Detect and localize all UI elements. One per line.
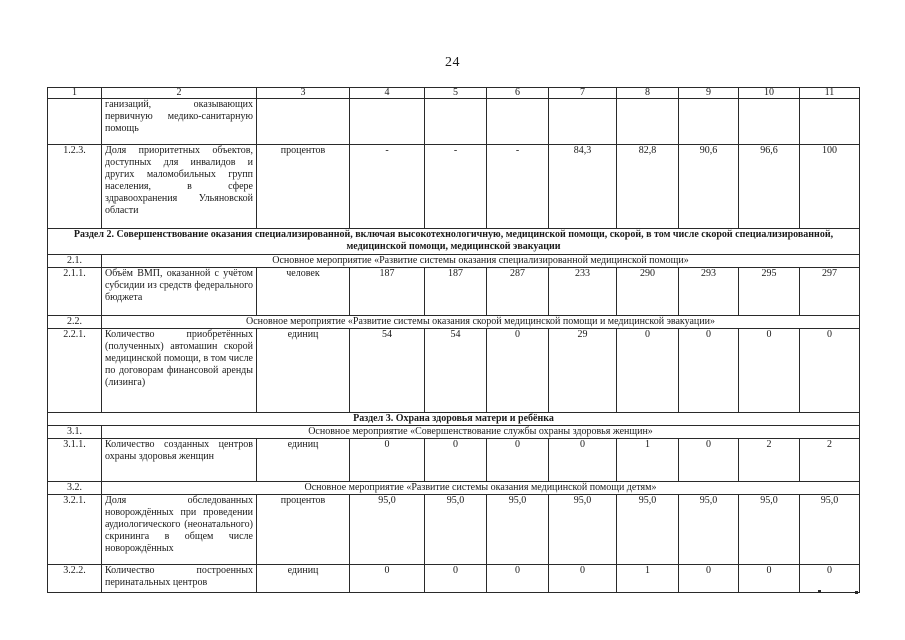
unit-cell: единиц (257, 329, 350, 413)
column-number: 9 (679, 88, 739, 99)
column-number: 8 (617, 88, 679, 99)
indicator-name: Доля приоритетных объектов, доступных для инвалидов и других маломобильных групп населения, в сфере здравоохранения Ульяновской области (102, 145, 257, 229)
scan-mark (855, 591, 858, 594)
column-number: 4 (350, 88, 425, 99)
main-event-title: Основное мероприятие «Развитие системы оказания скорой медицинской помощи и медицинской эвакуации» (102, 316, 860, 329)
column-number: 2 (102, 88, 257, 99)
value-cell: 295 (739, 268, 800, 316)
value-cell: 1 (617, 565, 679, 593)
section-2-title (48, 229, 860, 255)
column-number: 10 (739, 88, 800, 99)
table-row (48, 268, 860, 316)
value-cell: 1 (617, 439, 679, 482)
value-cell (425, 99, 487, 145)
value-cell: 0 (487, 565, 549, 593)
unit-cell (257, 99, 350, 145)
value-cell: 0 (739, 565, 800, 593)
column-number: 11 (800, 88, 860, 99)
value-cell: 0 (350, 439, 425, 482)
value-cell (549, 99, 617, 145)
table-row (48, 439, 860, 482)
section-heading-row (48, 229, 860, 255)
value-cell: 290 (617, 268, 679, 316)
unit-cell: единиц (257, 565, 350, 593)
table-row (48, 565, 860, 593)
table-row (48, 99, 860, 145)
column-number: 3 (257, 88, 350, 99)
value-cell: 0 (350, 565, 425, 593)
value-cell: 297 (800, 268, 860, 316)
value-cell: 0 (487, 439, 549, 482)
unit-cell: процентов (257, 495, 350, 565)
column-number-row (48, 88, 860, 99)
column-number: 1 (48, 88, 102, 99)
row-number: 2.1. (48, 255, 102, 268)
table-row (48, 145, 860, 229)
section-3-title (48, 413, 860, 426)
value-cell (739, 99, 800, 145)
value-cell: 2 (800, 439, 860, 482)
row-number: 2.2. (48, 316, 102, 329)
value-cell: 0 (679, 329, 739, 413)
value-cell: 95,0 (350, 495, 425, 565)
value-cell: 287 (487, 268, 549, 316)
indicator-name: Количество созданных центров охраны здоровья женщин (102, 439, 257, 482)
event-row (48, 316, 860, 329)
table-row (48, 329, 860, 413)
main-event-title: Основное мероприятие «Совершенствование службы охраны здоровья женщин» (102, 426, 860, 439)
column-number: 5 (425, 88, 487, 99)
value-cell: 84,3 (549, 145, 617, 229)
unit-cell: единиц (257, 439, 350, 482)
table-row (48, 495, 860, 565)
event-row (48, 482, 860, 495)
row-number: 3.2.1. (48, 495, 102, 565)
value-cell: - (425, 145, 487, 229)
value-cell: 0 (487, 329, 549, 413)
value-cell: 95,0 (739, 495, 800, 565)
value-cell: 187 (350, 268, 425, 316)
value-cell (679, 99, 739, 145)
column-number: 7 (549, 88, 617, 99)
row-number: 3.1.1. (48, 439, 102, 482)
value-cell: 54 (350, 329, 425, 413)
value-cell: 95,0 (487, 495, 549, 565)
value-cell: 0 (549, 439, 617, 482)
value-cell: 0 (800, 329, 860, 413)
value-cell: 100 (800, 145, 860, 229)
value-cell: 95,0 (425, 495, 487, 565)
value-cell: 0 (679, 565, 739, 593)
row-number: 1.2.3. (48, 145, 102, 229)
main-event-title: Основное мероприятие «Развитие системы оказания медицинской помощи детям» (102, 482, 860, 495)
value-cell: 29 (549, 329, 617, 413)
value-cell: 0 (739, 329, 800, 413)
value-cell: 293 (679, 268, 739, 316)
row-number: 2.2.1. (48, 329, 102, 413)
event-row (48, 255, 860, 268)
value-cell: 54 (425, 329, 487, 413)
value-cell: 0 (425, 565, 487, 593)
value-cell: 0 (679, 439, 739, 482)
value-cell: 187 (425, 268, 487, 316)
indicator-name: Количество приобретённых (полученных) автомашин скорой медицинской помощи, в том числе по договорам финансовой аренды (лизинга) (102, 329, 257, 413)
value-cell (800, 99, 860, 145)
value-cell: - (487, 145, 549, 229)
value-cell: 95,0 (800, 495, 860, 565)
row-number: 3.2.2. (48, 565, 102, 593)
indicator-name: Доля обследованных новорождённых при проведении аудиологического (неонатального) скрининга в общем числе новорождённых (102, 495, 257, 565)
value-cell: 233 (549, 268, 617, 316)
value-cell: - (350, 145, 425, 229)
value-cell (487, 99, 549, 145)
scan-mark (818, 590, 821, 592)
value-cell: 2 (739, 439, 800, 482)
column-number: 6 (487, 88, 549, 99)
value-cell: 95,0 (549, 495, 617, 565)
indicators-table (47, 87, 860, 593)
value-cell: 0 (617, 329, 679, 413)
value-cell: 0 (800, 565, 860, 593)
unit-cell: процентов (257, 145, 350, 229)
value-cell: 0 (425, 439, 487, 482)
indicator-name: Объём ВМП, оказанной с учётом субсидии из средств федерального бюджета (102, 268, 257, 316)
value-cell: 90,6 (679, 145, 739, 229)
value-cell: 96,6 (739, 145, 800, 229)
page-number: 24 (445, 55, 460, 70)
value-cell (350, 99, 425, 145)
value-cell: 95,0 (617, 495, 679, 565)
section-title-text: Раздел 2. Совершенствование оказания специализированной, включая высокотехнологичную, медицинской помощи, скорой, в том числе скорой специализированной, медицинской помощи, медицинской эвакуации (73, 229, 834, 252)
value-cell: 95,0 (679, 495, 739, 565)
value-cell: 0 (549, 565, 617, 593)
value-cell: 82,8 (617, 145, 679, 229)
section-title-text: Раздел 3. Охрана здоровья матери и ребёнка (353, 413, 554, 424)
section-heading-row (48, 413, 860, 426)
row-number (48, 99, 102, 145)
indicator-name: ганизаций, оказывающих первичную медико-санитарную помощь (102, 99, 257, 145)
row-number: 3.2. (48, 482, 102, 495)
value-cell (617, 99, 679, 145)
row-number: 3.1. (48, 426, 102, 439)
unit-cell: человек (257, 268, 350, 316)
row-number: 2.1.1. (48, 268, 102, 316)
main-event-title: Основное мероприятие «Развитие системы оказания специализированной медицинской помощи» (102, 255, 860, 268)
indicator-name: Количество построенных перинатальных центров (102, 565, 257, 593)
event-row (48, 426, 860, 439)
